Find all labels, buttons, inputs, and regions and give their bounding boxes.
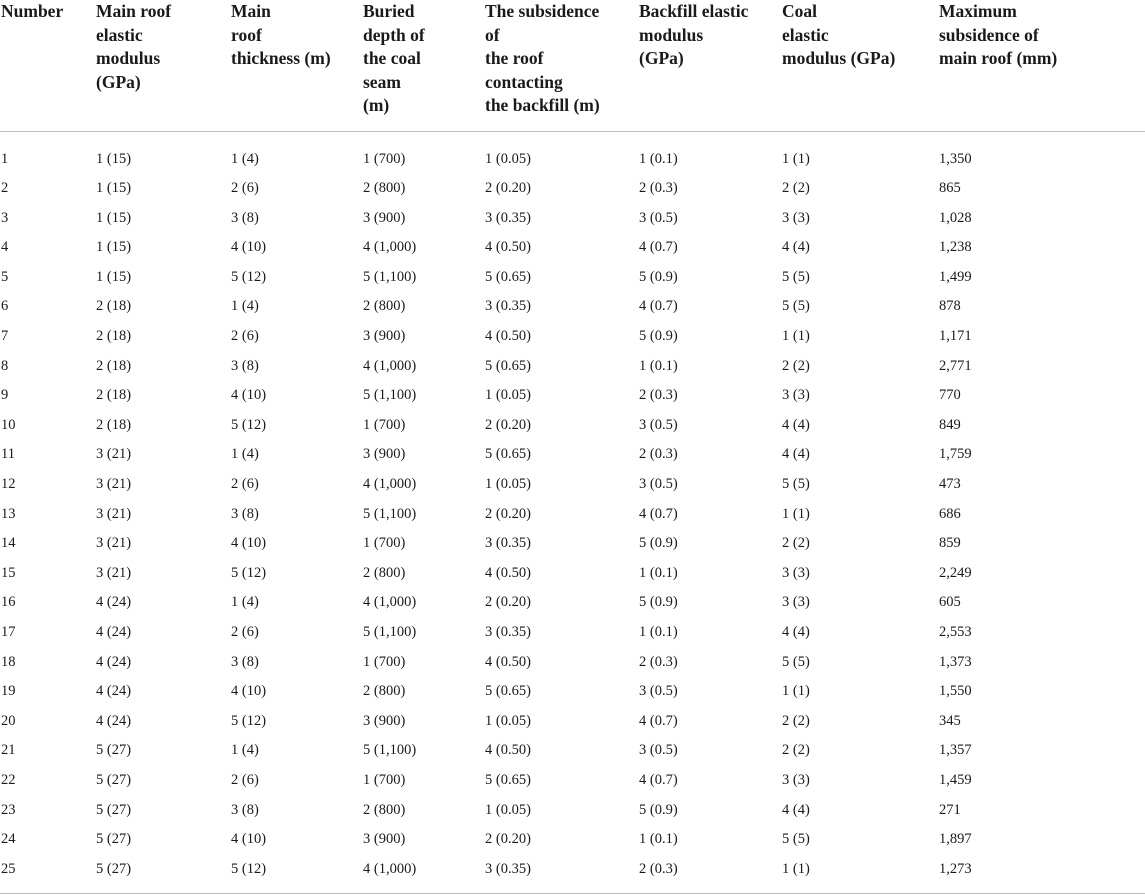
cell-number: 5 (1, 268, 9, 285)
cell-roof-subsidence: 5 (0.65) (485, 683, 531, 700)
cell-number: 13 (1, 505, 16, 522)
table-row (0, 618, 1145, 648)
cell-backfill-elastic-modulus: 3 (0.5) (639, 742, 678, 759)
cell-maximum-subsidence: 1,759 (939, 446, 972, 463)
cell-number: 9 (1, 387, 9, 404)
cell-buried-depth: 3 (900) (363, 328, 406, 345)
cell-backfill-elastic-modulus: 3 (0.5) (639, 476, 678, 493)
cell-roof-subsidence: 1 (0.05) (485, 712, 531, 729)
cell-main-roof-thickness: 4 (10) (231, 387, 267, 404)
cell-buried-depth: 1 (700) (363, 535, 406, 552)
cell-number: 11 (1, 446, 15, 463)
table-row (0, 322, 1145, 352)
table-header (0, 0, 1145, 131)
cell-backfill-elastic-modulus: 2 (0.3) (639, 446, 678, 463)
cell-backfill-elastic-modulus: 5 (0.9) (639, 268, 678, 285)
cell-main-roof-elastic-modulus: 5 (27) (96, 831, 132, 848)
cell-main-roof-thickness: 2 (6) (231, 476, 259, 493)
cell-coal-elastic-modulus: 3 (3) (782, 209, 810, 226)
cell-buried-depth: 4 (1,000) (363, 357, 417, 374)
cell-roof-subsidence: 3 (0.35) (485, 298, 531, 315)
cell-main-roof-thickness: 1 (4) (231, 594, 259, 611)
cell-buried-depth: 1 (700) (363, 150, 406, 167)
cell-maximum-subsidence: 1,028 (939, 209, 972, 226)
header-buried-depth: Buried depth of the coal seam (m) (362, 0, 484, 131)
cell-main-roof-elastic-modulus: 2 (18) (96, 416, 132, 433)
table-row (0, 204, 1145, 234)
cell-number: 23 (1, 801, 16, 818)
cell-number: 12 (1, 476, 16, 493)
cell-maximum-subsidence: 1,550 (939, 683, 972, 700)
cell-maximum-subsidence: 859 (939, 535, 961, 552)
table-row (0, 381, 1145, 411)
table-row (0, 796, 1145, 826)
cell-main-roof-thickness: 3 (8) (231, 505, 259, 522)
cell-coal-elastic-modulus: 2 (2) (782, 180, 810, 197)
cell-number: 18 (1, 653, 16, 670)
cell-main-roof-elastic-modulus: 1 (15) (96, 239, 132, 256)
header-coal-elastic-modulus: Coal elastic modulus (GPa) (781, 0, 938, 131)
cell-coal-elastic-modulus: 5 (5) (782, 268, 810, 285)
cell-buried-depth: 5 (1,100) (363, 387, 417, 404)
cell-number: 10 (1, 416, 16, 433)
cell-coal-elastic-modulus: 1 (1) (782, 683, 810, 700)
table-row (0, 233, 1145, 263)
cell-main-roof-thickness: 5 (12) (231, 564, 267, 581)
cell-backfill-elastic-modulus: 4 (0.7) (639, 298, 678, 315)
cell-roof-subsidence: 1 (0.05) (485, 476, 531, 493)
cell-main-roof-elastic-modulus: 3 (21) (96, 535, 132, 552)
table-row (0, 411, 1145, 441)
cell-maximum-subsidence: 1,499 (939, 268, 972, 285)
table-body (0, 131, 1145, 884)
table-row (0, 440, 1145, 470)
table-row (0, 529, 1145, 559)
cell-number: 1 (1, 150, 9, 167)
header-backfill-elastic-modulus: Backfill elastic modulus (GPa) (638, 0, 781, 131)
header-row (0, 0, 1145, 131)
cell-main-roof-thickness: 3 (8) (231, 653, 259, 670)
cell-roof-subsidence: 3 (0.35) (485, 860, 531, 877)
cell-main-roof-elastic-modulus: 1 (15) (96, 180, 132, 197)
cell-buried-depth: 4 (1,000) (363, 860, 417, 877)
cell-coal-elastic-modulus: 3 (3) (782, 564, 810, 581)
cell-main-roof-thickness: 2 (6) (231, 771, 259, 788)
cell-buried-depth: 5 (1,100) (363, 268, 417, 285)
cell-maximum-subsidence: 473 (939, 476, 961, 493)
cell-main-roof-elastic-modulus: 3 (21) (96, 505, 132, 522)
cell-roof-subsidence: 2 (0.20) (485, 180, 531, 197)
table-row (0, 131, 1145, 174)
cell-maximum-subsidence: 865 (939, 180, 961, 197)
cell-main-roof-thickness: 5 (12) (231, 712, 267, 729)
cell-main-roof-elastic-modulus: 4 (24) (96, 653, 132, 670)
cell-buried-depth: 3 (900) (363, 831, 406, 848)
cell-roof-subsidence: 2 (0.20) (485, 505, 531, 522)
cell-maximum-subsidence: 1,350 (939, 150, 972, 167)
cell-coal-elastic-modulus: 3 (3) (782, 771, 810, 788)
cell-coal-elastic-modulus: 2 (2) (782, 742, 810, 759)
cell-number: 24 (1, 831, 16, 848)
cell-main-roof-elastic-modulus: 3 (21) (96, 476, 132, 493)
cell-backfill-elastic-modulus: 2 (0.3) (639, 860, 678, 877)
table-row (0, 677, 1145, 707)
cell-main-roof-thickness: 3 (8) (231, 801, 259, 818)
cell-main-roof-thickness: 2 (6) (231, 624, 259, 640)
cell-backfill-elastic-modulus: 1 (0.1) (639, 564, 678, 581)
cell-roof-subsidence: 5 (0.65) (485, 446, 531, 463)
table-row (0, 588, 1145, 618)
cell-coal-elastic-modulus: 3 (3) (782, 387, 810, 404)
table-row (0, 470, 1145, 500)
cell-coal-elastic-modulus: 5 (5) (782, 298, 810, 315)
cell-backfill-elastic-modulus: 2 (0.3) (639, 387, 678, 404)
cell-maximum-subsidence: 2,249 (939, 564, 972, 581)
table-row (0, 263, 1145, 293)
cell-buried-depth: 4 (1,000) (363, 239, 417, 256)
cell-coal-elastic-modulus: 2 (2) (782, 712, 810, 729)
cell-coal-elastic-modulus: 1 (1) (782, 328, 810, 345)
table-row (0, 174, 1145, 204)
cell-number: 7 (1, 328, 9, 345)
cell-number: 8 (1, 357, 9, 374)
header-roof-subsidence-contacting-backfill: The subsidence of the roof contacting the backfill (m) (484, 0, 638, 131)
cell-buried-depth: 1 (700) (363, 416, 406, 433)
cell-maximum-subsidence: 1,897 (939, 831, 972, 848)
cell-backfill-elastic-modulus: 4 (0.7) (639, 239, 678, 256)
cell-buried-depth: 4 (1,000) (363, 476, 417, 493)
cell-roof-subsidence: 5 (0.65) (485, 771, 531, 788)
cell-roof-subsidence: 2 (0.20) (485, 416, 531, 433)
cell-main-roof-elastic-modulus: 2 (18) (96, 298, 132, 315)
cell-main-roof-elastic-modulus: 2 (18) (96, 357, 132, 374)
cell-main-roof-elastic-modulus: 4 (24) (96, 594, 132, 611)
cell-number: 4 (1, 239, 9, 256)
cell-maximum-subsidence: 878 (939, 298, 961, 315)
cell-roof-subsidence: 3 (0.35) (485, 624, 531, 640)
cell-main-roof-elastic-modulus: 1 (15) (96, 209, 132, 226)
cell-number: 20 (1, 712, 16, 729)
table-row (0, 559, 1145, 589)
cell-coal-elastic-modulus: 5 (5) (782, 653, 810, 670)
cell-main-roof-elastic-modulus: 1 (15) (96, 150, 132, 167)
cell-roof-subsidence: 2 (0.20) (485, 594, 531, 611)
cell-backfill-elastic-modulus: 4 (0.7) (639, 712, 678, 729)
cell-coal-elastic-modulus: 4 (4) (782, 624, 810, 640)
cell-maximum-subsidence: 849 (939, 416, 961, 433)
cell-coal-elastic-modulus: 1 (1) (782, 860, 810, 877)
cell-roof-subsidence: 4 (0.50) (485, 653, 531, 670)
header-number: Number (0, 0, 95, 131)
cell-buried-depth: 3 (900) (363, 446, 406, 463)
cell-buried-depth: 2 (800) (363, 683, 406, 700)
cell-roof-subsidence: 4 (0.50) (485, 564, 531, 581)
cell-coal-elastic-modulus: 1 (1) (782, 505, 810, 522)
table-bottom-rule (0, 893, 1145, 894)
cell-main-roof-thickness: 4 (10) (231, 239, 267, 256)
table-row (0, 500, 1145, 530)
cell-number: 17 (1, 624, 16, 640)
cell-backfill-elastic-modulus: 1 (0.1) (639, 624, 678, 640)
cell-backfill-elastic-modulus: 3 (0.5) (639, 209, 678, 226)
cell-coal-elastic-modulus: 4 (4) (782, 446, 810, 463)
cell-main-roof-thickness: 1 (4) (231, 298, 259, 315)
cell-coal-elastic-modulus: 4 (4) (782, 416, 810, 433)
cell-number: 6 (1, 298, 9, 315)
cell-main-roof-thickness: 4 (10) (231, 683, 267, 700)
table-row (0, 855, 1145, 885)
cell-backfill-elastic-modulus: 5 (0.9) (639, 594, 678, 611)
cell-buried-depth: 2 (800) (363, 180, 406, 197)
cell-maximum-subsidence: 1,357 (939, 742, 972, 759)
cell-main-roof-elastic-modulus: 2 (18) (96, 387, 132, 404)
cell-backfill-elastic-modulus: 1 (0.1) (639, 357, 678, 374)
table-row (0, 707, 1145, 737)
cell-main-roof-thickness: 2 (6) (231, 328, 259, 345)
cell-maximum-subsidence: 2,553 (939, 624, 972, 640)
cell-roof-subsidence: 2 (0.20) (485, 831, 531, 848)
cell-backfill-elastic-modulus: 4 (0.7) (639, 505, 678, 522)
cell-maximum-subsidence: 605 (939, 594, 961, 611)
cell-main-roof-elastic-modulus: 4 (24) (96, 683, 132, 700)
cell-roof-subsidence: 4 (0.50) (485, 742, 531, 759)
cell-maximum-subsidence: 1,273 (939, 860, 972, 877)
cell-buried-depth: 5 (1,100) (363, 624, 417, 640)
cell-main-roof-thickness: 5 (12) (231, 268, 267, 285)
cell-maximum-subsidence: 686 (939, 505, 961, 522)
header-main-roof-elastic-modulus: Main roof elastic modulus (GPa) (95, 0, 230, 131)
cell-main-roof-thickness: 1 (4) (231, 446, 259, 463)
cell-main-roof-elastic-modulus: 1 (15) (96, 268, 132, 285)
cell-main-roof-elastic-modulus: 5 (27) (96, 860, 132, 877)
table-row (0, 825, 1145, 855)
cell-backfill-elastic-modulus: 5 (0.9) (639, 535, 678, 552)
cell-main-roof-elastic-modulus: 5 (27) (96, 801, 132, 818)
cell-coal-elastic-modulus: 2 (2) (782, 357, 810, 374)
cell-buried-depth: 1 (700) (363, 653, 406, 670)
cell-backfill-elastic-modulus: 4 (0.7) (639, 771, 678, 788)
cell-main-roof-thickness: 5 (12) (231, 416, 267, 433)
cell-number: 19 (1, 683, 16, 700)
cell-maximum-subsidence: 2,771 (939, 357, 972, 374)
cell-maximum-subsidence: 345 (939, 712, 961, 729)
header-maximum-subsidence: Maximum subsidence of main roof (mm) (938, 0, 1145, 131)
cell-coal-elastic-modulus: 5 (5) (782, 831, 810, 848)
cell-buried-depth: 5 (1,100) (363, 742, 417, 759)
cell-backfill-elastic-modulus: 2 (0.3) (639, 653, 678, 670)
cell-maximum-subsidence: 1,373 (939, 653, 972, 670)
cell-roof-subsidence: 1 (0.05) (485, 801, 531, 818)
cell-buried-depth: 2 (800) (363, 564, 406, 581)
cell-buried-depth: 2 (800) (363, 801, 406, 818)
cell-number: 22 (1, 771, 16, 788)
cell-maximum-subsidence: 770 (939, 387, 961, 404)
cell-backfill-elastic-modulus: 5 (0.9) (639, 801, 678, 818)
cell-number: 2 (1, 180, 9, 197)
cell-main-roof-thickness: 3 (8) (231, 357, 259, 374)
cell-maximum-subsidence: 1,171 (939, 328, 972, 345)
cell-number: 3 (1, 209, 9, 226)
cell-main-roof-elastic-modulus: 5 (27) (96, 771, 132, 788)
cell-buried-depth: 5 (1,100) (363, 505, 417, 522)
cell-roof-subsidence: 1 (0.05) (485, 387, 531, 404)
cell-coal-elastic-modulus: 1 (1) (782, 150, 810, 167)
cell-main-roof-elastic-modulus: 2 (18) (96, 328, 132, 345)
cell-roof-subsidence: 3 (0.35) (485, 535, 531, 552)
cell-coal-elastic-modulus: 4 (4) (782, 801, 810, 818)
table-row (0, 292, 1145, 322)
cell-number: 15 (1, 564, 16, 581)
cell-roof-subsidence: 4 (0.50) (485, 328, 531, 345)
cell-backfill-elastic-modulus: 3 (0.5) (639, 416, 678, 433)
cell-main-roof-elastic-modulus: 3 (21) (96, 446, 132, 463)
cell-main-roof-elastic-modulus: 3 (21) (96, 564, 132, 581)
table-row (0, 648, 1145, 678)
cell-backfill-elastic-modulus: 5 (0.9) (639, 328, 678, 345)
cell-main-roof-thickness: 2 (6) (231, 180, 259, 197)
cell-maximum-subsidence: 271 (939, 801, 961, 818)
table-row (0, 766, 1145, 796)
cell-number: 25 (1, 860, 16, 877)
cell-main-roof-thickness: 4 (10) (231, 535, 267, 552)
cell-main-roof-elastic-modulus: 5 (27) (96, 742, 132, 759)
cell-roof-subsidence: 1 (0.05) (485, 150, 531, 167)
cell-coal-elastic-modulus: 3 (3) (782, 594, 810, 611)
cell-roof-subsidence: 4 (0.50) (485, 239, 531, 256)
cell-main-roof-thickness: 1 (4) (231, 150, 259, 167)
cell-roof-subsidence: 5 (0.65) (485, 357, 531, 374)
cell-maximum-subsidence: 1,238 (939, 239, 972, 256)
cell-roof-subsidence: 5 (0.65) (485, 268, 531, 285)
cell-backfill-elastic-modulus: 3 (0.5) (639, 683, 678, 700)
cell-main-roof-thickness: 1 (4) (231, 742, 259, 759)
cell-main-roof-elastic-modulus: 4 (24) (96, 624, 132, 640)
cell-backfill-elastic-modulus: 1 (0.1) (639, 150, 678, 167)
cell-roof-subsidence: 3 (0.35) (485, 209, 531, 226)
cell-number: 14 (1, 535, 16, 552)
cell-maximum-subsidence: 1,459 (939, 771, 972, 788)
cell-backfill-elastic-modulus: 2 (0.3) (639, 180, 678, 197)
cell-number: 21 (1, 742, 16, 759)
table-row (0, 736, 1145, 766)
cell-coal-elastic-modulus: 5 (5) (782, 476, 810, 493)
header-main-roof-thickness: Main roof thickness (m) (230, 0, 362, 131)
cell-buried-depth: 1 (700) (363, 771, 406, 788)
cell-coal-elastic-modulus: 4 (4) (782, 239, 810, 256)
cell-buried-depth: 3 (900) (363, 712, 406, 729)
table-row (0, 352, 1145, 382)
cell-main-roof-thickness: 4 (10) (231, 831, 267, 848)
cell-coal-elastic-modulus: 2 (2) (782, 535, 810, 552)
cell-backfill-elastic-modulus: 1 (0.1) (639, 831, 678, 848)
cell-main-roof-elastic-modulus: 4 (24) (96, 712, 132, 729)
cell-buried-depth: 4 (1,000) (363, 594, 417, 611)
cell-number: 16 (1, 594, 16, 611)
cell-main-roof-thickness: 3 (8) (231, 209, 259, 226)
cell-main-roof-thickness: 5 (12) (231, 860, 267, 877)
cell-buried-depth: 3 (900) (363, 209, 406, 226)
cell-buried-depth: 2 (800) (363, 298, 406, 315)
